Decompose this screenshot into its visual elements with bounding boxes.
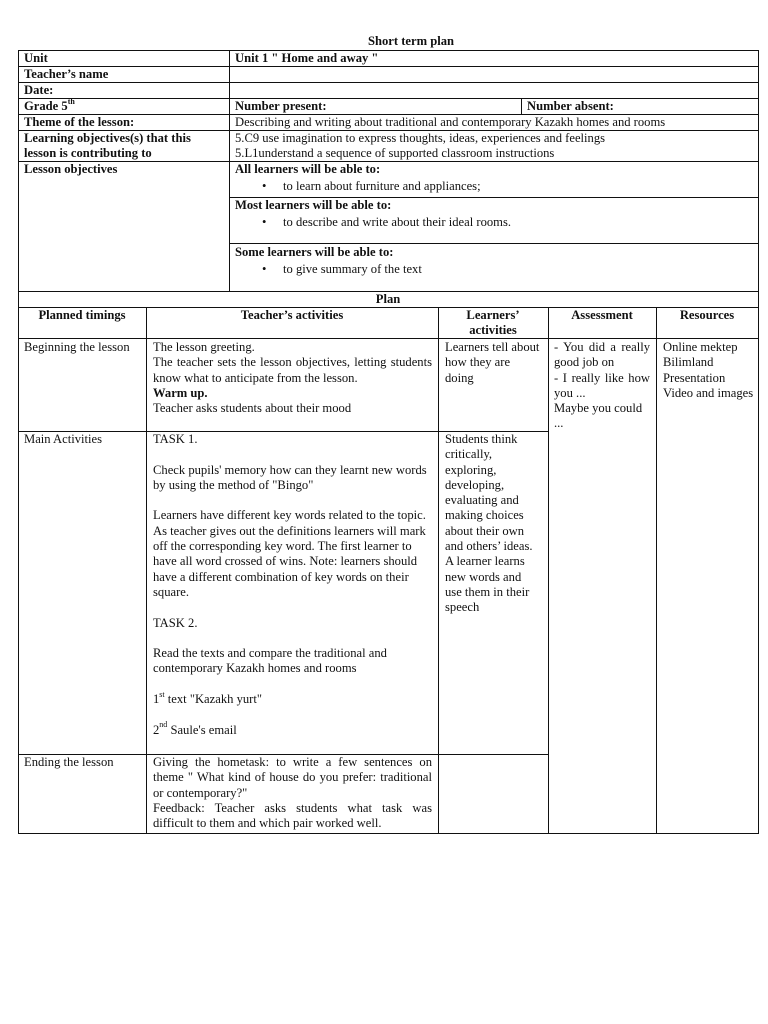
most-learners-label: Most learners will be able to: [235, 198, 392, 212]
most-learners-item: • to describe and write about their ideal rooms. [235, 215, 750, 230]
learning-objective-2: 5.L1understand a sequence of supported classroom instructions [235, 146, 555, 160]
most-learners-list [235, 215, 750, 230]
teacher-activities-main [153, 432, 432, 738]
all-learners-item: • to learn about furniture and appliances; [235, 179, 750, 194]
hometask-text: Giving the hometask: to write a few sentences on theme " What kind of house do you prefer: traditional or contemporary?" [153, 755, 432, 800]
assessment-line-1: - You did a really good job on [554, 340, 650, 370]
resource-video-images: Video and images [663, 385, 754, 400]
timing-beginning: Beginning the lesson [24, 340, 130, 354]
text-1-superscript: st [159, 689, 165, 699]
task-1-bingo: Check pupils' memory how can they learnt new words by using the method of "Bingo" [153, 462, 427, 492]
task-1-heading: TASK 1. [153, 432, 198, 446]
grade-superscript: th [67, 96, 75, 106]
lesson-objectives-label: Lesson objectives [24, 162, 118, 176]
timing-ending: Ending the lesson [24, 755, 114, 769]
col-header-teacher: Teacher’s activities [240, 308, 344, 322]
teacher-activities-beginning [153, 340, 432, 416]
teacher-activities-ending [153, 755, 432, 831]
grade-label: Grade 5th [24, 96, 75, 113]
col-header-timings: Planned timings [38, 308, 126, 322]
text-2-title: 2nd Saule's email [153, 720, 237, 737]
task-1-description: Learners have different key words related to the topic. As teacher gives out the definitions learners will mark off the corresponding key word. The first learner to have all word crossed of wins. Note: learners should have a different combination of key words on their square. [153, 508, 426, 599]
some-learners-item: • to give summary of the text [235, 262, 750, 277]
some-learners-block [235, 245, 750, 278]
timing-main: Main Activities [24, 432, 103, 446]
task-2-heading: TASK 2. [153, 615, 198, 630]
resource-online-mektep: Online mektep [663, 340, 738, 354]
most-learners-block [235, 198, 750, 231]
number-absent-label: Number absent: [527, 99, 614, 113]
col-header-assessment: Assessment [571, 308, 633, 322]
warm-up-heading: Warm up. [153, 385, 208, 400]
all-learners-block [235, 162, 750, 195]
unit-label: Unit [24, 51, 48, 65]
resource-bilimland: Bilimland [663, 355, 714, 370]
some-learners-label: Some learners will be able to: [235, 245, 394, 259]
assessment-cell [554, 340, 650, 432]
all-learners-label: All learners will be able to: [235, 162, 381, 176]
col-header-resources: Resources [679, 308, 735, 322]
all-learners-list [235, 179, 750, 194]
plan-title: Plan [375, 292, 401, 306]
learners-activities-main: Students think critically, exploring, developing, evaluating and making choices about their own and others’ ideas. A learner learns new words and use them in their speech [445, 432, 533, 615]
learning-objectives-label: Learning objectives(s) that this lesson is contributing to [24, 131, 191, 161]
number-present-label: Number present: [235, 99, 327, 113]
lesson-greeting: The lesson greeting. [153, 340, 255, 354]
assessment-line-2: - I really like how you ... [554, 370, 650, 400]
page-title: Short term plan [367, 34, 455, 48]
resources-cell [663, 340, 755, 401]
text-2-superscript: nd [159, 720, 168, 730]
date-label: Date: [24, 83, 54, 97]
some-learners-list [235, 262, 750, 277]
teacher-name-label: Teacher’s name [24, 67, 109, 81]
theme-value: Describing and writing about traditional and contemporary Kazakh homes and rooms [235, 115, 666, 129]
lesson-objectives-text: The teacher sets the lesson objectives, letting students know what to anticipate from the lesson. [153, 355, 432, 385]
resource-presentation: Presentation [663, 370, 726, 385]
theme-label: Theme of the lesson: [24, 115, 135, 129]
col-header-learners: Learners’ activities [466, 308, 520, 338]
learning-objective-1: 5.C9 use imagination to express thoughts, ideas, experiences and feelings [235, 131, 606, 145]
mood-question: Teacher asks students about their mood [153, 401, 352, 416]
text-1-title: 1st text "Kazakh yurt" [153, 689, 262, 707]
unit-value: Unit 1 " Home and away " [235, 51, 379, 65]
learners-activities-beginning: Learners tell about how they are doing [445, 340, 540, 385]
feedback-text: Feedback: Teacher asks students what task was difficult to them and which pair worked well. [153, 800, 432, 831]
task-2-description: Read the texts and compare the traditional and contemporary Kazakh homes and rooms [153, 646, 387, 676]
assessment-line-3: Maybe you could ... [554, 401, 643, 431]
